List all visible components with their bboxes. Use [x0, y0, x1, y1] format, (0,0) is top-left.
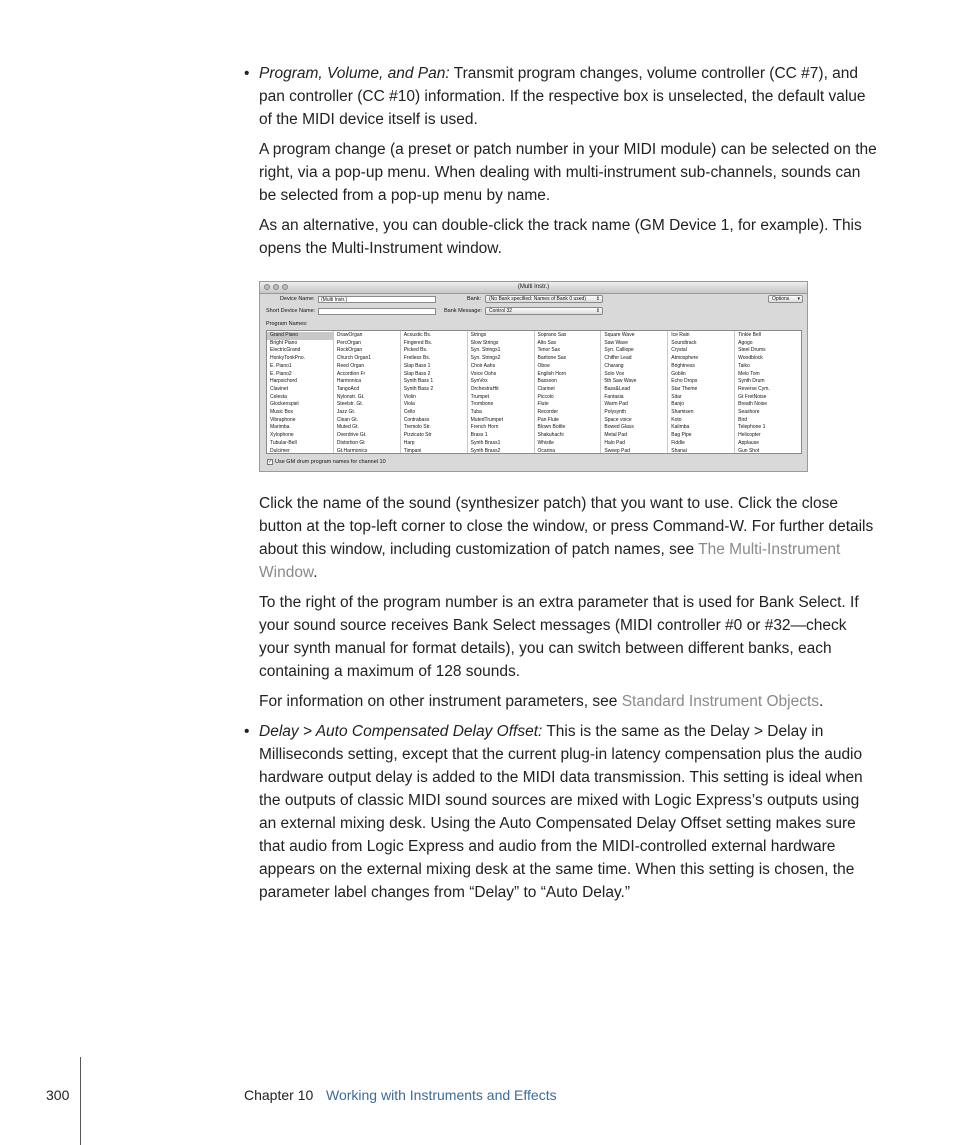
- program-name-item[interactable]: Soundtrack: [671, 339, 697, 346]
- program-name-item[interactable]: Saw Wave: [604, 339, 629, 346]
- program-name-item[interactable]: Church Organ1: [336, 355, 372, 362]
- program-name-item[interactable]: OrchestraHit: [470, 385, 499, 392]
- program-name-item[interactable]: HonkyTonkPno.: [270, 355, 306, 362]
- options-label: Options: [772, 296, 790, 302]
- program-name-item[interactable]: Grand Piano: [267, 332, 333, 340]
- program-name-item[interactable]: Ice Rain: [671, 332, 690, 338]
- program-name-item[interactable]: Whistle: [537, 439, 554, 446]
- program-name-item[interactable]: Ocarina: [537, 447, 556, 454]
- program-name-item[interactable]: Vibraphone: [270, 416, 296, 423]
- program-name-item[interactable]: Flute: [537, 401, 549, 408]
- program-name-item[interactable]: Brightness: [671, 362, 695, 369]
- program-name-item[interactable]: Atmosphere: [671, 355, 699, 362]
- program-name-item[interactable]: Distortion Gt: [336, 439, 365, 446]
- program-name-item[interactable]: PercOrgan: [336, 339, 362, 346]
- program-name-item[interactable]: Glockenspiel: [270, 401, 299, 408]
- program-name-item[interactable]: 5th Saw Wave: [604, 378, 637, 385]
- program-name-item[interactable]: Bass&Lead: [604, 385, 630, 392]
- program-name-item[interactable]: Syn. Strings1: [470, 347, 501, 354]
- program-name-item[interactable]: Jazz Gt.: [336, 409, 356, 416]
- program-name-item[interactable]: RockOrgan: [336, 347, 363, 354]
- program-column: [267, 331, 334, 453]
- program-name-item[interactable]: Melo Tom: [738, 370, 760, 377]
- term-auto-compensated-delay: Delay > Auto Compensated Delay Offset:: [259, 723, 543, 740]
- program-name-item[interactable]: Synth Drum: [738, 378, 765, 385]
- chevron-down-icon: ▾: [797, 296, 800, 302]
- program-name-item[interactable]: Picked Bs.: [403, 347, 428, 354]
- options-popup[interactable]: [768, 295, 803, 303]
- bank-message-value: Control 32: [489, 308, 513, 314]
- program-name-item[interactable]: Halo Pad: [604, 439, 625, 446]
- program-name-item[interactable]: Gt FretNoise: [738, 393, 767, 400]
- program-name-item[interactable]: MutedTrumpet: [470, 416, 503, 423]
- bullet: •: [244, 723, 250, 740]
- program-name-item[interactable]: Viola: [403, 401, 415, 408]
- program-name-item[interactable]: Charang: [604, 362, 624, 369]
- term-program-volume-pan: Program, Volume, and Pan:: [259, 65, 450, 82]
- program-name-item[interactable]: E. Piano1: [270, 362, 292, 369]
- paragraph-bank-select: To the right of the program number is an extra parameter that is used for Bank Select. If your sound source receives Bank Select messages (MIDI controller #0 or #32—check your synth manual for format details), you can switch between different banks, each containing a maximum of 128 sounds.: [259, 594, 859, 680]
- program-name-item[interactable]: Contrabass: [403, 416, 430, 423]
- program-name-item[interactable]: Syn. Calliope: [604, 347, 634, 354]
- program-name-item[interactable]: Acoustic Bs.: [403, 332, 432, 338]
- program-name-item[interactable]: Blown Bottle: [537, 424, 566, 431]
- program-name-item[interactable]: Tenor Sax: [537, 347, 561, 354]
- paragraph-other-parameters: [259, 690, 879, 713]
- bank-popup-value: (No Bank specified: Names of Bank 0 used): [489, 296, 586, 302]
- program-name-item[interactable]: Nylonstr. Gt.: [336, 393, 365, 400]
- paragraph-text: Click the name of the sound (synthesizer patch) that you want to use. Click the close button at the top-left corner to close the window, or press Command-W. For further details about this window, including customization of patch names, see: [259, 495, 874, 558]
- program-name-item[interactable]: E. Piano2: [270, 370, 292, 377]
- bank-message-popup[interactable]: [485, 307, 603, 315]
- program-name-item[interactable]: Choir Aahs: [470, 362, 496, 369]
- program-name-item[interactable]: Brass 1: [470, 432, 488, 439]
- gm-drum-checkbox-label: Use GM drum program names for channel 10: [275, 459, 386, 465]
- link-standard-instrument-objects[interactable]: Standard Instrument Objects: [621, 693, 819, 710]
- program-name-item[interactable]: Xylophone: [270, 432, 294, 439]
- program-name-item[interactable]: Bassoon: [537, 378, 557, 385]
- program-name-item[interactable]: Celesta: [270, 393, 287, 400]
- program-name-item[interactable]: Echo Drops: [671, 378, 698, 385]
- program-name-item[interactable]: Music Box: [270, 409, 294, 416]
- program-name-item[interactable]: Marimba: [270, 424, 290, 431]
- paragraph-program-change: A program change (a preset or patch number in your MIDI module) can be selected on the right, via a pop-up menu. When dealing with multi-instrument sub-channels, sounds can be selected from a pop-up menu by name.: [259, 141, 877, 204]
- program-name-item[interactable]: Harmonica: [336, 378, 362, 385]
- program-name-item[interactable]: Synth Brass2: [470, 447, 501, 454]
- program-name-item[interactable]: Alto Sax: [537, 339, 557, 346]
- device-name-field[interactable]: (Multi Instr.): [318, 296, 436, 303]
- paragraph-click-sound: [259, 492, 879, 584]
- program-name-item[interactable]: Fiddle: [671, 439, 685, 446]
- program-name-item[interactable]: Space voice: [604, 416, 632, 423]
- program-name-item[interactable]: Bird: [738, 416, 748, 423]
- program-name-item[interactable]: Star Theme: [671, 385, 698, 392]
- window-titlebar: [260, 282, 807, 294]
- program-name-item[interactable]: Timpani: [403, 447, 422, 454]
- program-name-item[interactable]: Fretless Bs.: [403, 355, 431, 362]
- bank-message-label: Bank Message:: [444, 308, 482, 314]
- program-name-item[interactable]: Seashore: [738, 409, 760, 416]
- program-name-item[interactable]: Metal Pad: [604, 432, 627, 439]
- program-name-item[interactable]: DrawOrgan: [336, 332, 363, 338]
- program-column: [535, 331, 602, 453]
- program-name-item[interactable]: Oboe: [537, 362, 550, 369]
- program-name-item[interactable]: Voice Oohs: [470, 370, 497, 377]
- program-name-item[interactable]: Violin: [403, 393, 416, 400]
- program-name-item[interactable]: Solo Vox: [604, 370, 625, 377]
- gm-drum-checkbox[interactable]: ✓: [268, 459, 273, 465]
- program-name-item[interactable]: Pizzicato Str: [403, 432, 432, 439]
- paragraph-auto-compensated-delay: [259, 720, 879, 904]
- device-name-label: Device Name:: [280, 296, 315, 302]
- program-name-item[interactable]: Piccolo: [537, 393, 554, 400]
- program-name-item[interactable]: Reed Organ: [336, 362, 365, 369]
- program-name-item[interactable]: Trombone: [470, 401, 494, 408]
- program-name-item[interactable]: Kalimba: [671, 424, 690, 431]
- window-title: (Multi Instr.): [517, 284, 550, 290]
- program-name-item[interactable]: Polysynth: [604, 409, 627, 416]
- updown-arrow-icon: ⇕: [595, 296, 600, 302]
- program-name-item[interactable]: ElectricGrand: [270, 347, 301, 354]
- program-column: [468, 331, 535, 453]
- program-name-item[interactable]: Gt.Harmonics: [336, 447, 368, 454]
- program-name-item[interactable]: Applause: [738, 439, 759, 446]
- program-name-item[interactable]: Bright Piano: [270, 339, 298, 346]
- paragraph-text-end: .: [313, 564, 318, 581]
- program-column: [401, 331, 468, 453]
- program-names-label: Program Names:: [266, 321, 308, 327]
- bank-label: Bank:: [467, 296, 482, 302]
- short-device-name-field[interactable]: [318, 308, 436, 315]
- link-multi-instrument-window[interactable]: The Multi-Instrument Window: [259, 541, 841, 581]
- program-name-item[interactable]: Trumpet: [470, 393, 490, 400]
- paragraph-text: Transmit program changes, volume controller (CC #7), and pan controller (CC #10) information. If the respective box is unselected, the default value of the MIDI device itself is used.: [259, 65, 866, 128]
- program-name-item[interactable]: Goblin: [671, 370, 686, 377]
- program-name-item[interactable]: Recorder: [537, 409, 559, 416]
- program-name-item[interactable]: Syn. Strings2: [470, 355, 501, 362]
- multi-instrument-window-screenshot: [259, 281, 808, 472]
- program-name-item[interactable]: Shanai: [671, 447, 687, 454]
- program-column: [334, 331, 401, 453]
- program-name-item[interactable]: Shakuhachi: [537, 432, 564, 439]
- program-name-item[interactable]: Sweep Pad: [604, 447, 630, 454]
- paragraph-text: This is the same as the Delay > Delay in Milliseconds setting, except that the current plug-in latency compensation plus the audio hardware output delay is added to the MIDI data transmission. This setting is ideal when the outputs of classic MIDI sound sources are mixed with Logic Express’s outputs using an external mixing desk. Using the Auto Compensated Delay Offset setting makes sure that audio from Logic Express and audio from the MIDI-controlled external hardware appears on the external mixing desk at the same time. When this setting is chosen, the parameter label changes from “Delay” to “Auto Delay.”: [259, 723, 863, 901]
- paragraph-text: For information on other instrument parameters, see: [259, 693, 622, 710]
- program-name-item[interactable]: Reverse Cym.: [738, 385, 770, 392]
- program-name-item[interactable]: SynVox: [470, 378, 488, 385]
- program-name-item[interactable]: Chiffer Lead: [604, 355, 632, 362]
- program-name-item[interactable]: Cello: [403, 409, 416, 416]
- program-name-item[interactable]: French Horn: [470, 424, 499, 431]
- paragraph-double-click: As an alternative, you can double-click the track name (GM Device 1, for example). This opens the Multi-Instrument window.: [259, 217, 862, 257]
- program-name-item[interactable]: Warm Pad: [604, 401, 628, 408]
- program-name-item[interactable]: Tinkle Bell: [738, 332, 762, 338]
- program-name-item[interactable]: Harp: [403, 439, 415, 446]
- program-name-item[interactable]: Breath Noise: [738, 401, 768, 408]
- program-name-item[interactable]: Tuba: [470, 409, 482, 416]
- program-name-item[interactable]: English Horn: [537, 370, 567, 377]
- program-name-item[interactable]: Agogo: [738, 339, 753, 346]
- program-name-item[interactable]: Steel Drums: [738, 347, 766, 354]
- footer-chapter-title[interactable]: Working with Instruments and Effects: [326, 1087, 557, 1103]
- bank-popup[interactable]: [485, 295, 603, 303]
- program-name-item[interactable]: Helicopter: [738, 432, 761, 439]
- program-column: [668, 331, 735, 453]
- program-name-item[interactable]: Steelstr. Gt.: [336, 401, 363, 408]
- program-name-item[interactable]: Harpsichord: [270, 378, 297, 385]
- program-name-item[interactable]: Baritone Sax: [537, 355, 567, 362]
- program-name-item[interactable]: Sitar: [671, 393, 682, 400]
- program-name-item[interactable]: Slow Strings: [470, 339, 499, 346]
- program-name-item[interactable]: Crystal: [671, 347, 687, 354]
- program-name-item[interactable]: Overdrive Gt.: [336, 432, 367, 439]
- program-name-item[interactable]: Synth Brass1: [470, 439, 501, 446]
- program-name-item[interactable]: Clean Gt.: [336, 416, 358, 423]
- program-names-grid: [266, 330, 802, 454]
- program-name-item[interactable]: Shamisen: [671, 409, 694, 416]
- program-name-item[interactable]: Slap Bass 2: [403, 370, 431, 377]
- updown-arrow-icon: ⇕: [595, 308, 600, 314]
- program-name-item[interactable]: Synth Bass 1: [403, 378, 434, 385]
- page-number: 300: [46, 1087, 70, 1103]
- program-name-item[interactable]: TangoAcd: [336, 385, 360, 392]
- program-name-item[interactable]: Taiko: [738, 362, 750, 369]
- program-column: [601, 331, 668, 453]
- program-name-item[interactable]: Bag Pipe: [671, 432, 692, 439]
- program-name-item[interactable]: Tremolo Str.: [403, 424, 431, 431]
- program-name-item[interactable]: Square Wave: [604, 332, 635, 338]
- program-name-item[interactable]: Banjo: [671, 401, 685, 408]
- footer-chapter: Chapter 10: [244, 1087, 314, 1103]
- program-name-item[interactable]: Koto: [671, 416, 682, 423]
- footer-divider: [80, 1057, 81, 1145]
- program-column: [735, 331, 801, 453]
- paragraph-program-volume-pan: [259, 62, 879, 131]
- program-name-item[interactable]: Fingered Bs.: [403, 339, 433, 346]
- program-name-item[interactable]: Accordion Fr: [336, 370, 366, 377]
- program-name-item[interactable]: Tubular-Bell: [270, 439, 297, 446]
- program-name-item[interactable]: Strings: [470, 332, 487, 338]
- paragraph-text-end: .: [819, 693, 824, 710]
- program-name-item[interactable]: Bowed Glass: [604, 424, 634, 431]
- bullet: •: [244, 65, 250, 82]
- program-name-item[interactable]: Dulcimer: [270, 447, 290, 454]
- program-name-item[interactable]: Pan Flute: [537, 416, 559, 423]
- program-name-item[interactable]: Synth Bass 2: [403, 385, 434, 392]
- program-name-item[interactable]: Fantasia: [604, 393, 624, 400]
- program-name-item[interactable]: Clarinet: [537, 385, 555, 392]
- program-name-item[interactable]: Woodblock: [738, 355, 763, 362]
- program-name-item[interactable]: Muted Gt.: [336, 424, 359, 431]
- program-name-item[interactable]: Slap Bass 1: [403, 362, 431, 369]
- program-name-item[interactable]: Telephone 1: [738, 424, 766, 431]
- program-name-item[interactable]: Gun Shot: [738, 447, 760, 454]
- program-name-item[interactable]: Soprano Sax: [537, 332, 567, 338]
- short-device-name-label: Short Device Name:: [266, 308, 316, 314]
- program-name-item[interactable]: Clavinet: [270, 385, 289, 392]
